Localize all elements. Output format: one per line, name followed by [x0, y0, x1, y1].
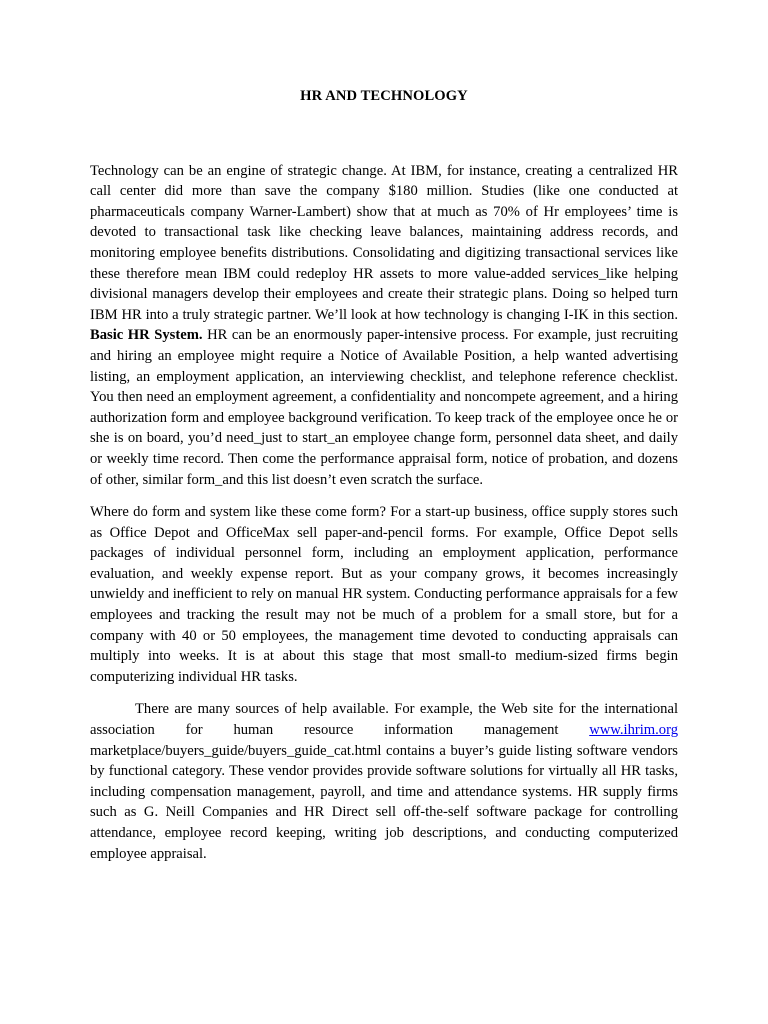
paragraph-technology-strategic-change [90, 161, 678, 491]
paragraph-forms-and-systems: Where do form and system like these come form? For a start-up business, office supply stores such as Office Depot and OfficeMax sell paper-and-pencil forms. For example, Office Depot sells packages of individual personnel form, including an employment application, performance evaluation, and weekly expense report. But as your company grows, it becomes increasingly unwieldy and inefficient to rely on manual HR system. Conducting performance appraisals for a few employees and tracking the result may not be much of a problem for a small store, but for a company with 40 or 50 employees, the management time devoted to conducting appraisals can multiply into weeks. It is at about this stage that most small-to medium-sized firms begin computerizing individual HR tasks. [90, 504, 678, 685]
document-title: HR AND TECHNOLOGY [300, 88, 468, 104]
paragraph-3-text-a: There are many sources of help available. For example, the Web site for the international association for human resource information management [90, 701, 678, 739]
paragraph-1-text-b: HR can be an enormously paper-intensive process. For example, just recruiting and hiring an employee might require a Notice of Available Position, a help wanted advertising listing, an employment application, an interviewing checklist, and telephone reference checklist. You then need an employment agreement, a confidentiality and noncompete agreement, and a hiring authorization form and employee background verification. To keep track of the employee once he or she is on board, you’d need_just to start_an employee change form, personnel data sheet, and daily or weekly time record. Then come the performance appraisal form, notice of probation, and dozens of other, similar form_and this list doesn’t even scratch the surface. [90, 327, 678, 488]
document-page [90, 86, 678, 876]
paragraph-3-text-b: marketplace/buyers_guide/buyers_guide_cat.html contains a buyer’s guide listing software vendors by functional category. These vendor provides provide software solutions for virtually all HR tasks, including compensation management, payroll, and time and attendance systems. HR supply firms such as G. Neill Companies and HR Direct sell off-the-self software package for controlling attendance, employee record keeping, writing job descriptions, and conducting computerized employee appraisal. [90, 742, 678, 862]
ihrim-link[interactable]: www.ihrim.org [589, 722, 678, 739]
paragraph-sources-of-help [90, 699, 678, 864]
basic-hr-system-heading: Basic HR System. [90, 327, 203, 344]
paragraph-1-text-a: Technology can be an engine of strategic change. At IBM, for instance, creating a centralized HR call center did more than save the company $180 million. Studies (like one conducted at pharmaceuticals company Warner-Lambert) show that at much as 70% of Hr employees’ time is devoted to transactional task like checking leave balances, maintaining address records, and monitoring employee benefits distributions. Consolidating and digitizing transactional services like these therefore mean IBM could redeploy HR assets to more value-added services_like helping divisional managers develop their employees and create their strategic plans. Doing so helped turn IBM HR into a truly strategic partner. We’ll look at how technology is changing I-IK in this section. [90, 162, 678, 323]
